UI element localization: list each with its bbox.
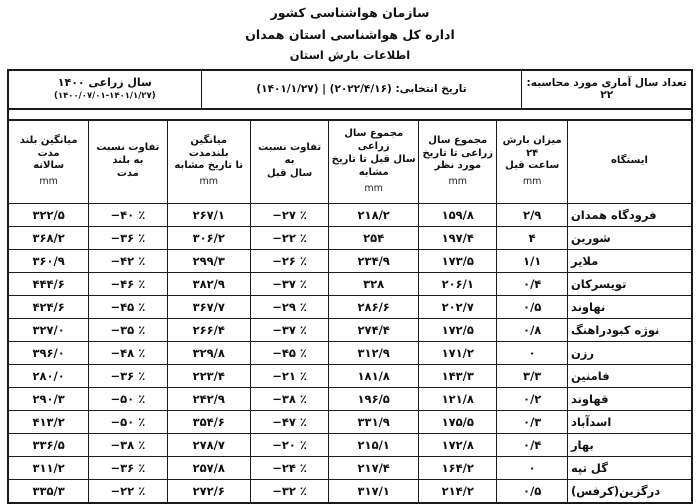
column-unit-sum_prev: mm <box>364 182 383 194</box>
cell-rain24: ۰/۲ <box>497 387 568 410</box>
cell-sum_prev: ۳۳۱/۹ <box>329 410 419 433</box>
cell-lt_to_date: ۳۶۷/۷ <box>167 295 250 318</box>
cell-rain24: ۰/۴ <box>497 272 568 295</box>
table-row <box>8 249 692 272</box>
table-row <box>8 318 692 341</box>
column-header-sum_year: مجموع سال زراعی تا تاریخ مورد نظر mm <box>419 120 497 204</box>
cell-lt_to_date: ۳۲۹/۸ <box>167 341 250 364</box>
cell-lt_to_date: ۲۹۹/۳ <box>167 249 250 272</box>
station-name-cell: اسدآباد <box>567 410 692 433</box>
cell-diff_prev: −۲۲ ٪ <box>250 226 328 249</box>
cell-sum_year: ۲۰۶/۱ <box>419 272 497 295</box>
cell-diff_prev: −۳۷ ٪ <box>250 272 328 295</box>
cell-sum_prev: ۱۹۶/۵ <box>329 387 419 410</box>
cell-lt_to_date: ۲۴۲/۹ <box>167 387 250 410</box>
cell-diff_lt: −۲۲ ٪ <box>89 479 167 503</box>
cell-sum_prev: ۲۵۴ <box>329 226 419 249</box>
cell-lt_annual: ۳۳۵/۳ <box>8 479 89 503</box>
cell-sum_year: ۱۶۴/۲ <box>419 456 497 479</box>
cell-sum_year: ۱۷۲/۸ <box>419 433 497 456</box>
cell-lt_annual: ۳۶۰/۹ <box>8 249 89 272</box>
cell-rain24: ۰ <box>497 341 568 364</box>
cell-rain24: ۲/۹ <box>497 203 568 226</box>
column-header-sum_prev: مجموع سال زراعی سال قبل تا تاریخ مشابه mm <box>329 120 419 204</box>
cell-lt_annual: ۴۲۴/۶ <box>8 295 89 318</box>
cell-diff_prev: −۳۸ ٪ <box>250 387 328 410</box>
column-header-lt_annual: میانگین بلند مدت سالانه mm <box>8 120 89 204</box>
station-name-cell: شورین <box>567 226 692 249</box>
cell-diff_lt: −۳۶ ٪ <box>89 364 167 387</box>
cell-lt_annual: ۳۲۲/۵ <box>8 203 89 226</box>
station-name-cell: نوژه کبودراهنگ <box>567 318 692 341</box>
selected-date: تاریخ انتخابی: (۲۰۲۲/۴/۱۶) | (۱۴۰۱/۱/۲۷) <box>201 70 522 109</box>
column-header-lt_to_date: میانگین بلندمدت تا تاریخ مشابه mm <box>167 120 250 204</box>
cell-lt_to_date: ۳۸۲/۹ <box>167 272 250 295</box>
statistical-years-count: تعداد سال آماری مورد محاسبه: ۲۲ <box>522 70 692 109</box>
cell-rain24: ۰/۸ <box>497 318 568 341</box>
cell-lt_annual: ۳۱۱/۲ <box>8 456 89 479</box>
cell-sum_year: ۱۴۳/۳ <box>419 364 497 387</box>
station-name-cell: نهاوند <box>567 295 692 318</box>
cell-diff_lt: −۳۶ ٪ <box>89 226 167 249</box>
cell-lt_to_date: ۳۵۴/۶ <box>167 410 250 433</box>
column-unit-sum_year: mm <box>448 176 468 188</box>
cell-diff_lt: −۴۸ ٪ <box>89 341 167 364</box>
cell-lt_annual: ۳۳۶/۵ <box>8 433 89 456</box>
subject-title: اطلاعات بارش استان <box>289 48 411 62</box>
cell-diff_prev: −۲۷ ٪ <box>250 203 328 226</box>
cell-sum_year: ۱۷۵/۵ <box>419 410 497 433</box>
cell-sum_year: ۲۰۲/۷ <box>419 295 497 318</box>
cell-rain24: ۱/۱ <box>497 249 568 272</box>
station-name-cell: قهاوند <box>567 387 692 410</box>
cell-rain24: ۴ <box>497 226 568 249</box>
cell-lt_annual: ۲۸۰/۰ <box>8 364 89 387</box>
cell-diff_lt: −۴۰ ٪ <box>89 203 167 226</box>
crop-year-range: (۱۴۰۰/۰۷/۰۱-۱۴۰۱/۱/۲۷) <box>54 90 156 101</box>
table-row <box>8 295 692 318</box>
table-row <box>8 387 692 410</box>
cell-lt_annual: ۲۹۰/۳ <box>8 387 89 410</box>
column-unit-lt_annual: mm <box>39 176 58 188</box>
table-header-row <box>8 120 692 204</box>
column-unit-lt_to_date: mm <box>199 176 218 188</box>
cell-sum_year: ۱۷۱/۲ <box>419 341 497 364</box>
cell-diff_prev: −۳۷ ٪ <box>250 318 328 341</box>
cell-sum_prev: ۲۸۶/۶ <box>329 295 419 318</box>
column-header-diff_prev: تفاوت نسبت به سال قبل <box>250 120 328 204</box>
cell-diff_prev: −۲۶ ٪ <box>250 249 328 272</box>
cell-lt_to_date: ۲۶۷/۱ <box>167 203 250 226</box>
precipitation-table <box>7 119 693 504</box>
cell-rain24: ۰/۵ <box>497 295 568 318</box>
table-row <box>8 226 692 249</box>
cell-lt_annual: ۳۹۶/۰ <box>8 341 89 364</box>
cell-lt_annual: ۳۲۷/۰ <box>8 318 89 341</box>
station-name-cell: تویسرکان <box>567 272 692 295</box>
divider-strip <box>7 110 693 119</box>
crop-year-cell <box>8 70 201 109</box>
cell-lt_to_date: ۲۲۳/۴ <box>167 364 250 387</box>
table-row <box>8 364 692 387</box>
cell-rain24: ۰/۳ <box>497 410 568 433</box>
station-name-cell: درگزین(کرفس) <box>567 479 692 503</box>
cell-diff_lt: −۳۸ ٪ <box>89 433 167 456</box>
column-unit-rain24: mm <box>522 176 542 188</box>
cell-diff_lt: −۴۲ ٪ <box>89 249 167 272</box>
crop-year-title: سال زراعی ۱۴۰۰ <box>57 75 152 89</box>
department-title: اداره کل هواشناسی استان همدان <box>245 26 455 42</box>
cell-rain24: ۰ <box>497 456 568 479</box>
cell-lt_to_date: ۳۰۶/۲ <box>167 226 250 249</box>
table-row <box>8 433 692 456</box>
station-name-cell: بهار <box>567 433 692 456</box>
cell-sum_year: ۱۹۷/۴ <box>419 226 497 249</box>
cell-lt_to_date: ۲۷۲/۶ <box>167 479 250 503</box>
table-row <box>8 456 692 479</box>
document-header <box>0 0 700 62</box>
table-head <box>8 120 692 204</box>
cell-sum_year: ۲۱۴/۲ <box>419 479 497 503</box>
cell-sum_prev: ۲۱۷/۴ <box>329 456 419 479</box>
cell-diff_prev: −۴۵ ٪ <box>250 341 328 364</box>
column-header-rain24: میزان بارش ۲۴ ساعت قبل mm <box>497 120 568 204</box>
column-header-station: ایستگاه <box>567 120 692 204</box>
organization-title: سازمان هواشناسی کشور <box>270 5 430 20</box>
table-row <box>8 203 692 226</box>
station-name-cell: فرودگاه همدان <box>567 203 692 226</box>
cell-lt_to_date: ۲۵۷/۸ <box>167 456 250 479</box>
cell-sum_year: ۱۵۹/۸ <box>419 203 497 226</box>
cell-lt_annual: ۴۴۴/۶ <box>8 272 89 295</box>
cell-diff_lt: −۳۵ ٪ <box>89 318 167 341</box>
table-row <box>8 341 692 364</box>
cell-lt_to_date: ۲۷۸/۷ <box>167 433 250 456</box>
cell-sum_year: ۱۲۱/۸ <box>419 387 497 410</box>
info-bar <box>7 69 693 110</box>
cell-diff_lt: −۵۰ ٪ <box>89 387 167 410</box>
station-name-cell: فامنین <box>567 364 692 387</box>
table-body <box>8 203 692 503</box>
station-name-cell: ملایر <box>567 249 692 272</box>
table-row <box>8 410 692 433</box>
cell-diff_prev: −۲۰ ٪ <box>250 433 328 456</box>
station-name-cell: رزن <box>567 341 692 364</box>
cell-rain24: ۳/۳ <box>497 364 568 387</box>
cell-diff_prev: −۲۱ ٪ <box>250 364 328 387</box>
cell-lt_annual: ۳۶۸/۲ <box>8 226 89 249</box>
cell-diff_lt: −۵۰ ٪ <box>89 410 167 433</box>
cell-diff_prev: −۲۹ ٪ <box>250 295 328 318</box>
cell-lt_annual: ۴۱۳/۲ <box>8 410 89 433</box>
cell-sum_prev: ۳۱۲/۹ <box>329 341 419 364</box>
table-row <box>8 272 692 295</box>
cell-sum_year: ۱۷۳/۵ <box>419 249 497 272</box>
cell-sum_prev: ۲۷۴/۴ <box>329 318 419 341</box>
cell-diff_prev: −۳۲ ٪ <box>250 479 328 503</box>
cell-sum_prev: ۲۱۵/۱ <box>329 433 419 456</box>
cell-sum_prev: ۱۸۱/۸ <box>329 364 419 387</box>
cell-diff_prev: −۴۷ ٪ <box>250 410 328 433</box>
cell-diff_lt: −۳۶ ٪ <box>89 456 167 479</box>
cell-diff_prev: −۲۴ ٪ <box>250 456 328 479</box>
cell-diff_lt: −۴۶ ٪ <box>89 272 167 295</box>
cell-sum_prev: ۲۱۸/۲ <box>329 203 419 226</box>
station-name-cell: گل تپه <box>567 456 692 479</box>
column-header-diff_lt: تفاوت نسبت به بلند مدت <box>89 120 167 204</box>
cell-diff_lt: −۴۵ ٪ <box>89 295 167 318</box>
cell-rain24: ۰/۵ <box>497 479 568 503</box>
cell-sum_year: ۱۷۲/۵ <box>419 318 497 341</box>
info-bar-row <box>8 70 692 109</box>
cell-lt_to_date: ۲۶۶/۴ <box>167 318 250 341</box>
cell-sum_prev: ۲۳۴/۹ <box>329 249 419 272</box>
cell-rain24: ۰/۴ <box>497 433 568 456</box>
cell-sum_prev: ۳۲۸ <box>329 272 419 295</box>
cell-sum_prev: ۳۱۷/۱ <box>329 479 419 503</box>
table-row <box>8 479 692 503</box>
